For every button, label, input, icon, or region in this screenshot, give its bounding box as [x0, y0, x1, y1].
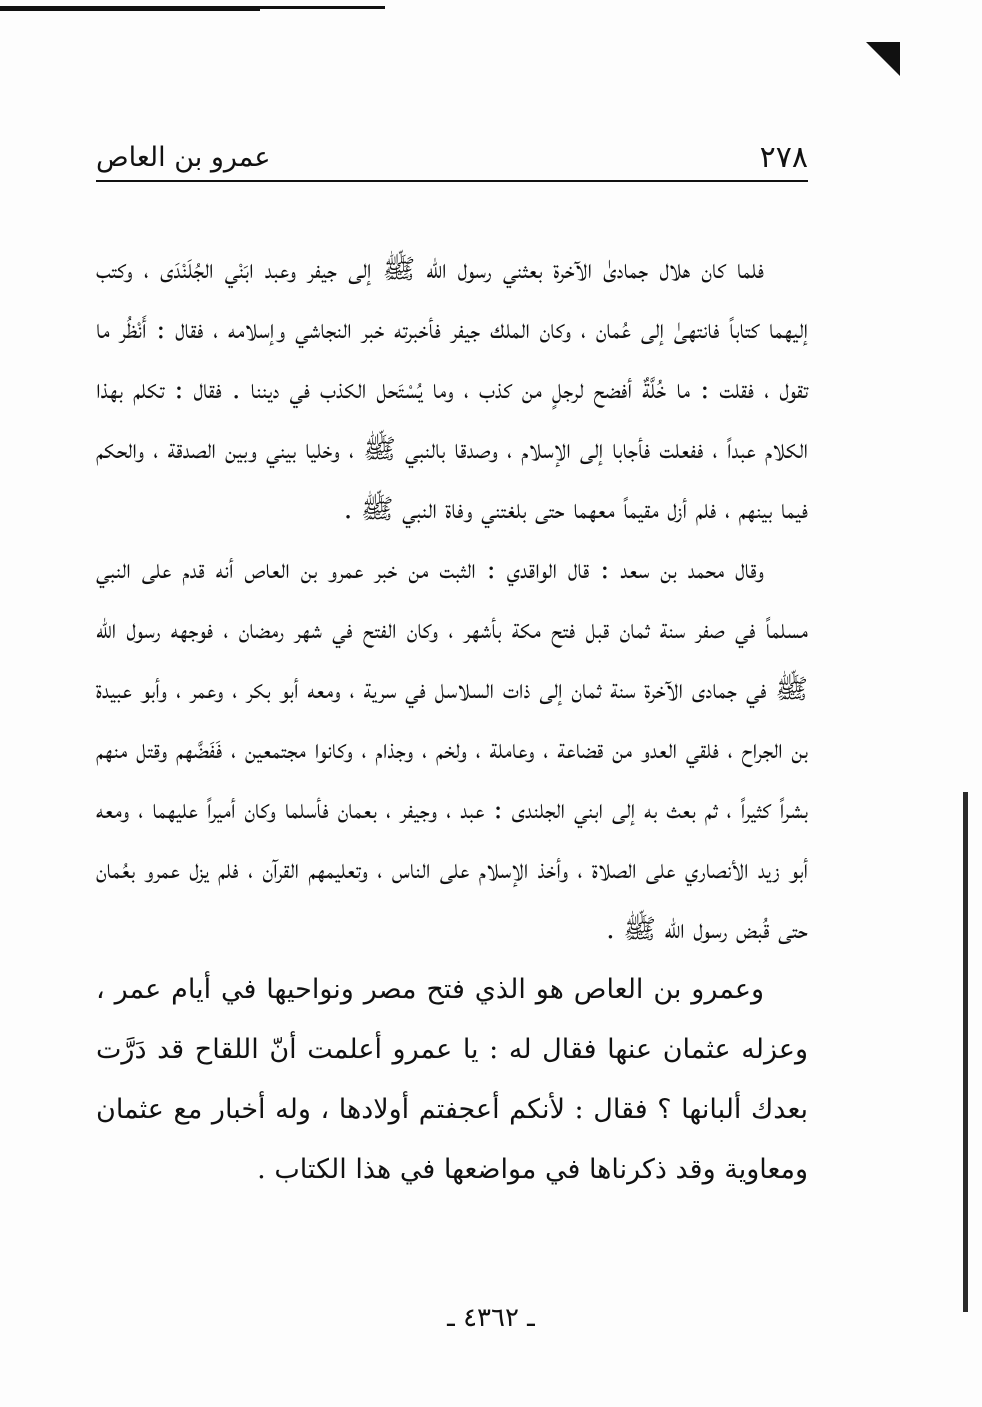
paragraph-2: وقال محمد بن سعد : قال الواقدي : الثبت من خبر عمرو بن العاص أنه قدم على النبي مسلماً في صفر سنة ثمان قبل فتح مكة بأشهر ، وكان الفتح في شهر رمضان ، فوجهه رسول الله ﷺ في جمادى الآخرة سنة ثمان إلى ذات السلاسل في سرية ، ومعه أبو بكر ، وعمر ، وأبو عبيدة بن الجراح ، فلقي العدو من قضاعة ، وعاملة ، ولخم ، وجذام ، وكانوا مجتمعين ، فَفَضَّهم وقتل منهم بشراً كثيراً ، ثم بعث به إلى ابني الجلندى : عبد ، وجيفر ، بعمان فأسلما وكان أميراً عليهما ، ومعه أبو زيد الأنصاري على الصلاة ، وأخذ الإسلام على الناس ، وتعليمهم القرآن ، فلم يزل عمرو بعُمان حتى قُبض رسول الله ﷺ . [96, 554, 808, 945]
top-scan-rule [0, 6, 385, 9]
body-text [96, 240, 808, 1200]
corner-triangle-icon [866, 42, 900, 76]
folio-number: ـ ٤٣٦٢ ـ [447, 1303, 535, 1333]
running-title: عمرو بن العاص [96, 142, 271, 173]
header-rule [96, 180, 808, 182]
page-header [96, 138, 808, 180]
paragraph-1: فلما كان هلال جمادىٰ الآخرة بعثني رسول الله ﷺ إلى جيفر وعبد ابَنْي الجُلَنْدَى ، وكتب إليهما كتاباً فانتهىٰ إلى عُمان ، وكان الملك جيفر فأخبرته خبر النجاشي وإسلامه ، فقال : أَنْظُر ما تقول ، فقلت : ما خُلَّةٌ أفضح لرجلٍ من كذب ، وما يُسْتَحل الكذب في ديننا . فقال : تكلم بهذا الكلام عبداً ، ففعلت فأجابا إلى الإسلام ، وصدقا بالنبي ﷺ ، وخليا بيني وبين الصدقة ، والحكم فيما بينهم ، فلم أزل مقيماً معهما حتى بلغتني وفاة النبي ﷺ . [96, 254, 808, 525]
paragraph-3: وعمرو بن العاص هو الذي فتح مصر ونواحيها في أيام عمر ، وعزله عثمان عنها فقال له : يا عمرو أعلمت أنّ اللقاح قد دَرَّت بعدك ألبانها ؟ فقال : لأنكم أعجفتم أولادها ، وله أخبار مع عثمان ومعاوية وقد ذكرناها في مواضعها في هذا الكتاب . [96, 974, 808, 1185]
page-number: ٢٧٨ [759, 140, 808, 175]
side-scan-line [963, 792, 968, 1312]
